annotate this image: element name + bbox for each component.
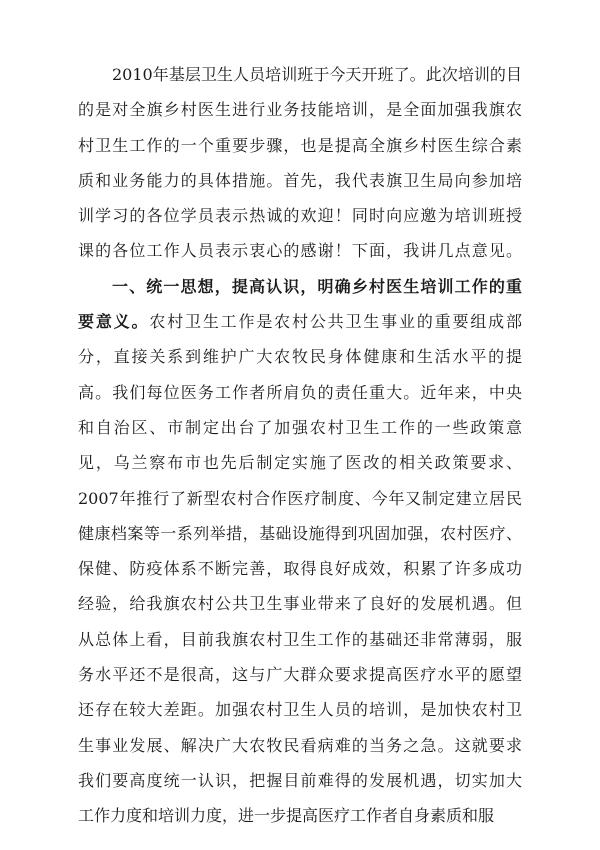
paragraph-line: 2010年基层卫生人员培训班于今天开班了。此次培训的目	[112, 65, 522, 84]
paragraph-line: 健康档案等一系列举措，基础设施得到巩固加强，农村医疗、	[78, 523, 522, 543]
paragraph-line: 我们要高度统一认识，把握目前难得的发展机遇，切实加大	[78, 770, 522, 790]
paragraph-line: 务水平还不是很高，这与广大群众要求提高医疗水平的愿望	[78, 665, 522, 685]
paragraph-line: 高。我们每位医务工作者所肩负的责任重大。近年来，中央	[78, 382, 522, 402]
paragraph-line: 课的各位工作人员表示衷心的感谢！下面，我讲几点意见。	[78, 241, 522, 261]
paragraph-line: 工作力度和培训力度，进一步提高医疗工作者自身素质和服	[78, 806, 495, 826]
paragraph-line: 2007年推行了新型农村合作医疗制度、今年又制定建立居民	[78, 488, 522, 508]
paragraph-line: 从总体上看，目前我旗农村卫生工作的基础还非常薄弱，服	[78, 629, 522, 649]
section-heading-continuation	[78, 304, 522, 339]
paragraph-line: 和自治区、市制定出台了加强农村卫生工作的一些政策意	[78, 417, 522, 437]
paragraph-line: 分，直接关系到维护广大农牧民身体健康和生活水平的提	[78, 347, 522, 367]
paragraph-line: 的是对全旗乡村医生进行业务技能培训，是全面加强我旗农	[78, 100, 522, 120]
section-heading-end: 要意义。	[78, 312, 150, 332]
document-body	[78, 57, 522, 834]
paragraph-line: 还存在较大差距。加强农村卫生人员的培训，是加快农村卫	[78, 700, 522, 720]
paragraph-line: 质和业务能力的具体措施。首先，我代表旗卫生局向参加培	[78, 170, 522, 190]
paragraph-line: 生事业发展、解决广大农牧民看病难的当务之急。这就要求	[78, 735, 522, 755]
paragraph-line: 见，乌兰察布市也先后制定实施了医改的相关政策要求、	[78, 453, 522, 473]
paragraph-line: 农村卫生工作是农村公共卫生事业的重要组成部	[149, 312, 522, 332]
section-heading: 一、统一思想，提高认识，明确乡村医生培训工作的重	[112, 276, 522, 296]
paragraph-line: 训学习的各位学员表示热诚的欢迎！同时向应邀为培训班授	[78, 206, 522, 226]
paragraph-line: 村卫生工作的一个重要步骤，也是提高全旗乡村医生综合素	[78, 135, 522, 155]
paragraph-line: 经验，给我旗农村公共卫生事业带来了良好的发展机遇。但	[78, 594, 522, 614]
paragraph-line: 保健、防疫体系不断完善，取得良好成效，积累了许多成功	[78, 559, 522, 579]
